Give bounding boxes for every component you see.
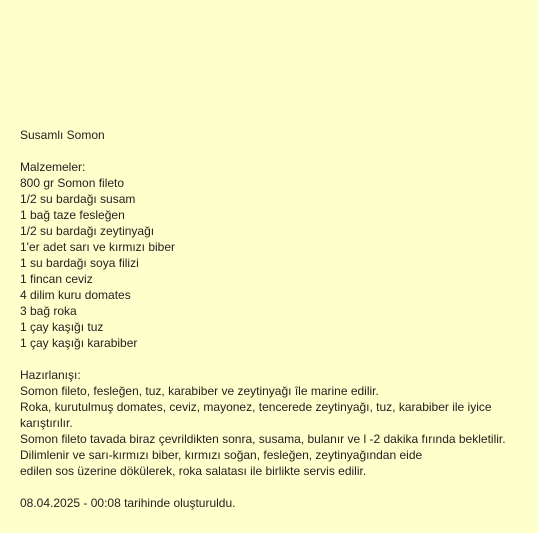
ingredient-item: 4 dilim kuru domates [20, 288, 131, 302]
created-timestamp: 08.04.2025 - 00:08 tarihinde oluşturuldu. [20, 496, 236, 510]
preparation-heading: Hazırlanışı: [20, 368, 81, 382]
spacer [20, 479, 510, 495]
recipe-title: Susamlı Somon [20, 128, 105, 142]
ingredient-item: 1 çay kaşığı tuz [20, 320, 104, 334]
ingredient-item: 1 bağ taze fesleğen [20, 208, 125, 222]
preparation-line: Roka, kurutulmuş domates, ceviz, mayonez, tencerede zeytinyağı, tuz, karabiber ile iyice karıştırılır. [20, 400, 495, 430]
ingredient-item: 1/2 su bardağı susam [20, 192, 136, 206]
preparation-line: Somon fileto, fesleğen, tuz, karabiber ve zeytinyağı île marine edilir. [20, 384, 379, 398]
spacer [20, 351, 510, 367]
recipe-note [20, 127, 510, 511]
preparation-line: Somon fileto tavada biraz çevrildikten sonra, susama, bulanır ve l -2 dakika fırında bekletilir. [20, 432, 506, 446]
ingredient-item: 1'er adet sarı ve kırmızı biber [20, 240, 176, 254]
spacer [20, 143, 510, 159]
ingredient-item: 1 çay kaşığı karabiber [20, 336, 138, 350]
preparation-line: Dilimlenir ve sarı-kırmızı biber, kırmızı soğan, fesleğen, zeytinyağından eide [20, 448, 423, 462]
preparation-line: edilen sos üzerine dökülerek, roka salatası ile birlikte servis edilir. [20, 464, 367, 478]
ingredient-item: 1 fincan ceviz [20, 272, 93, 286]
ingredients-heading: Malzemeler: [20, 160, 86, 174]
ingredient-item: 1 su bardağı soya filizi [20, 256, 139, 270]
ingredient-item: 1/2 su bardağı zeytinyağı [20, 224, 155, 238]
ingredient-item: 3 bağ roka [20, 304, 77, 318]
ingredients-list [20, 175, 510, 351]
ingredient-item: 800 gr Somon fileto [20, 176, 125, 190]
